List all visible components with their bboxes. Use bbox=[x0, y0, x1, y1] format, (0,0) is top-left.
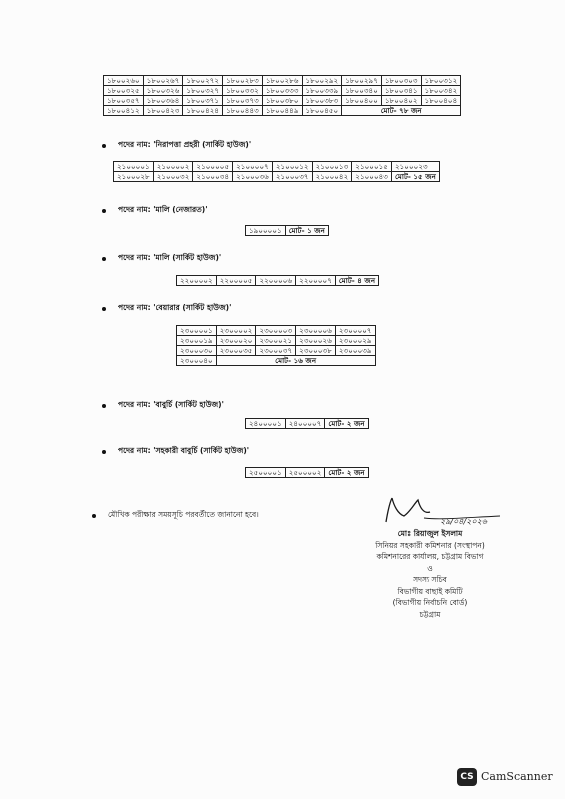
designation-line: বিভাগীয় বাছাই কমিটি bbox=[397, 586, 463, 596]
table-cell: ২১০০০০১ bbox=[114, 162, 154, 172]
table-cell: ১৮০০৩৩২ bbox=[223, 86, 263, 96]
bullet-icon bbox=[102, 307, 106, 311]
bullet-icon bbox=[102, 257, 106, 261]
table-cell: ২৩০০০৩৭ bbox=[256, 346, 296, 356]
bullet-icon bbox=[92, 514, 96, 518]
table-row bbox=[177, 336, 376, 346]
table-row bbox=[177, 326, 376, 336]
table-cell: ২১০০০৩৭ bbox=[272, 172, 312, 182]
table-cell: ২২০০০০৫ bbox=[216, 276, 256, 286]
table-row bbox=[104, 96, 461, 106]
table-row bbox=[177, 356, 376, 366]
table-cell: ২১০০০০২ bbox=[153, 162, 193, 172]
total-count: মোট- ১ জন bbox=[285, 226, 328, 236]
table-cell: ২৩০০০৩৯ bbox=[335, 346, 375, 356]
table-cell: ১৮০০৩৮০ bbox=[262, 96, 302, 106]
table-row bbox=[104, 106, 461, 116]
viva-schedule-note: মৌখিক পরীক্ষার সময়সূচি পরবর্তীতে জানানো হবে। bbox=[108, 510, 259, 519]
roll-table-post-23 bbox=[176, 325, 376, 366]
table-cell: ২৪০০০০১ bbox=[246, 419, 286, 429]
table-cell: ২১০০০১২ bbox=[272, 162, 312, 172]
table-cell: ২৩০০০২১ bbox=[256, 336, 296, 346]
table-cell: ১৮০০৩৮৩ bbox=[302, 96, 342, 106]
table-cell: ২৫০০০০১ bbox=[246, 468, 286, 478]
table-cell: ১৮০০৪০০ bbox=[342, 96, 382, 106]
table-cell: ২২০০০০২ bbox=[177, 276, 217, 286]
total-count: মোট- ৭৮ জন bbox=[342, 106, 461, 116]
designation-line: (বিভাগীয় নির্বাচনি বোর্ড) bbox=[392, 598, 468, 607]
table-cell: ২৩০০০১৯ bbox=[177, 336, 217, 346]
table-cell: ২৩০০০০৩ bbox=[256, 326, 296, 336]
table-cell: ২২০০০০৬ bbox=[256, 276, 296, 286]
table-cell: ১৮০০২৬৭ bbox=[143, 76, 183, 86]
signature-date: ২৯/০৪/২০২৬ bbox=[440, 517, 487, 526]
table-cell: ১৮০০৩০৩ bbox=[381, 76, 421, 86]
table-cell: ১৮০০৩২৬ bbox=[143, 86, 183, 96]
roll-table-post-22 bbox=[176, 275, 379, 286]
roll-table-post-19 bbox=[245, 225, 329, 236]
table-cell: ২৩০০০২৯ bbox=[335, 336, 375, 346]
table-cell: ১৮০০৩৪২ bbox=[421, 86, 461, 96]
table-cell: ১৮০০৩৩৯ bbox=[302, 86, 342, 96]
designation-line: কমিশনারের কার্যালয়, চট্টগ্রাম বিভাগ bbox=[376, 552, 484, 561]
table-cell: ২৩০০০২৬ bbox=[296, 336, 336, 346]
table-cell: ২৩০০০০১ bbox=[177, 326, 217, 336]
bullet-icon bbox=[102, 404, 106, 408]
table-cell: ২৫০০০০২ bbox=[285, 468, 325, 478]
table-cell: ২৩০০০২০ bbox=[216, 336, 256, 346]
table-cell: ২১০০০১৫ bbox=[352, 162, 392, 172]
roll-table-post-21 bbox=[113, 161, 440, 182]
post-heading: পদের নাম: 'মালি (সার্কিট হাউজ)' bbox=[118, 253, 222, 262]
table-cell: ১৮০০২৯২ bbox=[302, 76, 342, 86]
total-count: মোট- ২ জন bbox=[325, 419, 368, 429]
table-cell: ২১০০০২৩ bbox=[391, 162, 439, 172]
table-cell: ১৮০০৪২৩ bbox=[143, 106, 183, 116]
table-cell: ২৩০০০৩৫ bbox=[216, 346, 256, 356]
total-count: মোট- ৪ জন bbox=[335, 276, 378, 286]
total-count: মোট- ১৬ জন bbox=[216, 356, 375, 366]
table-cell: ১৮০০৪২৪ bbox=[183, 106, 223, 116]
table-row bbox=[246, 468, 369, 478]
table-cell: ২১০০০১৩ bbox=[312, 162, 352, 172]
table-cell: ১৮০০৩৬৪ bbox=[143, 96, 183, 106]
table-cell: ১৮০০৩৩৩ bbox=[262, 86, 302, 96]
total-count: মোট- ২ জন bbox=[325, 468, 368, 478]
roll-table-post-18 bbox=[103, 75, 461, 116]
roll-table-post-25 bbox=[245, 467, 369, 478]
table-cell: ২১০০০০৫ bbox=[193, 162, 233, 172]
camscanner-logo-icon: CS bbox=[457, 768, 477, 786]
table-cell: ২৩০০০৪০ bbox=[177, 356, 217, 366]
table-cell: ২২০০০০৭ bbox=[296, 276, 336, 286]
table-cell: ১৮০০২৭২ bbox=[183, 76, 223, 86]
post-heading: পদের নাম: 'বেয়ারার (সার্কিট হাউজ)' bbox=[118, 303, 232, 312]
bullet-icon bbox=[102, 450, 106, 454]
table-cell: ২১০০০৩৪ bbox=[193, 172, 233, 182]
table-cell: ২৩০০০০৬ bbox=[296, 326, 336, 336]
table-cell: ১৮০০২৬০ bbox=[104, 76, 144, 86]
table-cell: ২১০০০০৭ bbox=[233, 162, 273, 172]
post-heading: পদের নাম: 'সহকারী বাবুর্চি (সার্কিট হাউজ)' bbox=[118, 446, 250, 455]
table-cell: ২৩০০০০২ bbox=[216, 326, 256, 336]
designation-line: সিনিয়র সহকারী কমিশনার (সংস্থাপন) bbox=[375, 540, 485, 550]
table-cell: ১৮০০৪১২ bbox=[104, 106, 144, 116]
table-cell: ১৮০০৩৫৭ bbox=[104, 96, 144, 106]
table-cell: ১৮০০৪৪৩ bbox=[223, 106, 263, 116]
officer-name: মোঃ রিয়াজুল ইসলাম bbox=[397, 529, 463, 538]
post-heading: পদের নাম: 'মালি (নেজারত)' bbox=[118, 205, 208, 214]
table-cell: ২৪০০০০৭ bbox=[285, 419, 325, 429]
table-cell: ২১০০০৪৩ bbox=[352, 172, 392, 182]
table-cell: ২১০০০২৮ bbox=[114, 172, 154, 182]
post-heading: পদের নাম: 'বাবুর্চি (সার্কিট হাউজ)' bbox=[118, 400, 224, 409]
table-cell: ১৮০০৪৪৯ bbox=[262, 106, 302, 116]
table-cell: ১৮০০৪০২ bbox=[381, 96, 421, 106]
table-cell: ১৮০০২৯৭ bbox=[342, 76, 382, 86]
table-cell: ২১০০০৪২ bbox=[312, 172, 352, 182]
table-cell: ১৮০০৩২৫ bbox=[104, 86, 144, 96]
designation-line: চট্টগ্রাম bbox=[419, 609, 441, 619]
table-cell: ১৮০০২৮৬ bbox=[262, 76, 302, 86]
table-row bbox=[177, 346, 376, 356]
table-cell: ১৯০০০০১ bbox=[246, 226, 286, 236]
table-row bbox=[177, 276, 379, 286]
table-cell: ১৮০০৩৭১ bbox=[183, 96, 223, 106]
table-cell: ২১০০০৩২ bbox=[153, 172, 193, 182]
table-row bbox=[104, 86, 461, 96]
table-cell: ২৩০০০৩৮ bbox=[296, 346, 336, 356]
table-cell: ২৩০০০৩০ bbox=[177, 346, 217, 356]
table-row bbox=[246, 226, 329, 236]
post-heading: পদের নাম: 'নিরাপত্তা প্রহরী (সার্কিট হাউজ)' bbox=[118, 140, 252, 149]
bullet-icon bbox=[102, 144, 106, 148]
bullet-icon bbox=[102, 209, 106, 213]
table-row bbox=[114, 162, 440, 172]
table-cell: ১৮০০৩৪১ bbox=[381, 86, 421, 96]
table-cell: ২১০০০৩৬ bbox=[233, 172, 273, 182]
table-cell: ১৮০০৪০৪ bbox=[421, 96, 461, 106]
designation-line: সদস্য সচিব bbox=[413, 575, 447, 584]
total-count: মোট- ১৫ জন bbox=[391, 172, 439, 182]
signature-block bbox=[330, 528, 530, 620]
table-cell: ১৮০০৩৪০ bbox=[342, 86, 382, 96]
table-row bbox=[104, 76, 461, 86]
table-cell: ১৮০০৪৫০ bbox=[302, 106, 342, 116]
table-row bbox=[114, 172, 440, 182]
table-cell: ১৮০০৩১২ bbox=[421, 76, 461, 86]
table-cell: ১৮০০৩৭৩ bbox=[223, 96, 263, 106]
table-cell: ১৮০০২৮৩ bbox=[223, 76, 263, 86]
designation-line: ও bbox=[427, 563, 433, 573]
table-row bbox=[246, 419, 369, 429]
roll-table-post-24 bbox=[245, 418, 369, 429]
table-cell: ২৩০০০০৭ bbox=[335, 326, 375, 336]
table-cell: ১৮০০৩২৭ bbox=[183, 86, 223, 96]
camscanner-watermark: CamScanner bbox=[481, 770, 553, 783]
